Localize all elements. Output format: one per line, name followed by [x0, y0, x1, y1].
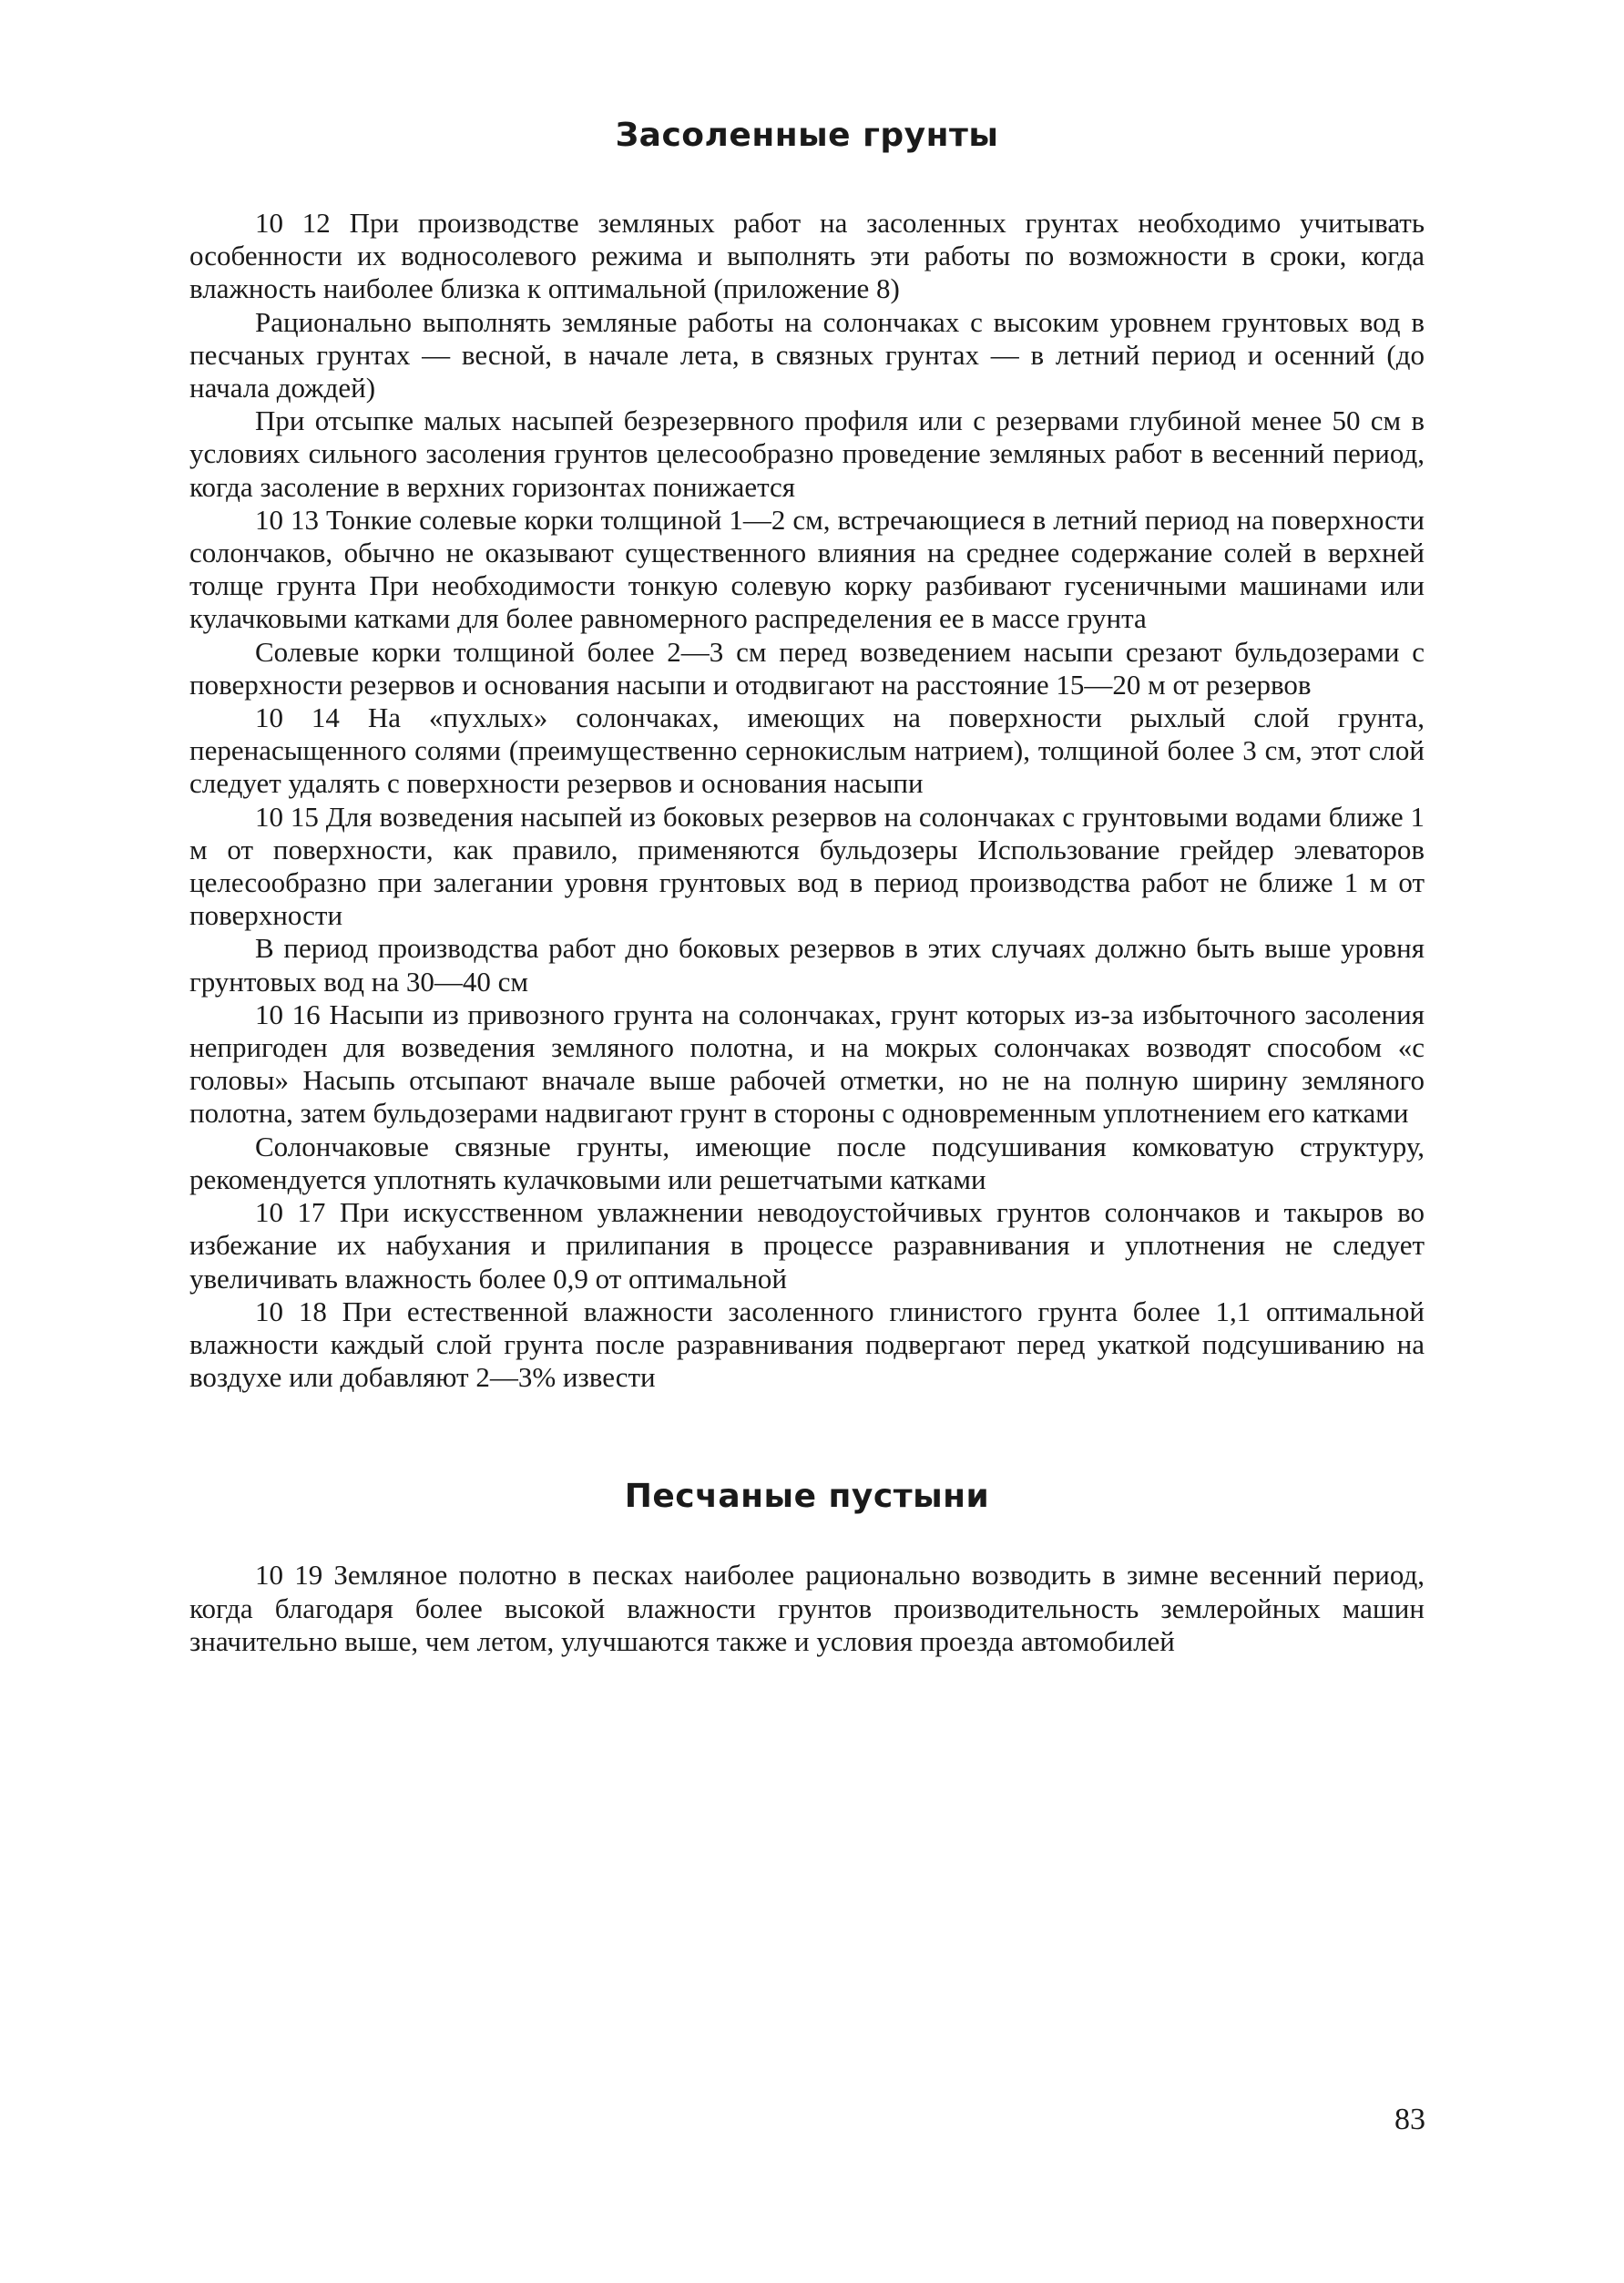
- paragraph-10-12: 10 12 При производстве земляных работ на засоленных грунтах необходимо учитывать особенности их водносолевого режима и выполнять эти работы по возможности в сроки, когда влажность наиболее близка к оптимальной (приложение 8): [189, 207, 1425, 305]
- paragraph-10-15: 10 15 Для возведения насыпей из боковых резервов на солончаках с грунтовыми водами ближе 1 м от поверхности, как правило, применяются бульдозеры Использование грейдер элеваторов целесообразно при залегании уровня грунтовых вод в период производства работ не ближе 1 м от поверхности: [189, 800, 1425, 932]
- paragraph-10-18: 10 18 При естественной влажности засоленного глинистого грунта более 1,1 оптимальной влажности каждый слой грунта после разравнивания подвергают перед укаткой подсушиванию на воздухе или добавляют 2—3% извести: [189, 1295, 1425, 1394]
- section-heading-saline-soils: Засоленные грунты: [615, 117, 999, 154]
- section-heading-sand-deserts: Песчаные пустыни: [624, 1478, 990, 1516]
- page-number: 83: [1394, 2103, 1425, 2136]
- paragraph-10-14: 10 14 На «пухлых» солончаках, имеющих на поверхности рыхлый слой грунта, перенасыщенного солями (преимущественно сернокислым натрием), толщиной более 3 см, этот слой следует удалять с поверхности резервов и основания насыпи: [189, 701, 1425, 800]
- paragraph-10-16: 10 16 Насыпи из привозного грунта на солончаках, грунт которых из-за избыточного засоления непригоден для возведения земляного полотна, и на мокрых солончаках возводят способом «с головы» Насыпь отсыпают вначале выше рабочей отметки, но не на полную ширину земляного полотна, затем бульдозерами надвигают грунт в стороны с одновременным уплотнением его катками: [189, 998, 1425, 1130]
- document-page: [189, 109, 1425, 1658]
- paragraph-10-13: 10 13 Тонкие солевые корки толщиной 1—2 см, встречающиеся в летний период на поверхности солончаков, обычно не оказывают существенного влияния на среднее содержание солей в верхней толще грунта При необходимости тонкую солевую корку разбивают гусеничными машинами или кулачковыми катками для более равномерного распределения ее в массе грунта: [189, 503, 1425, 635]
- paragraph-small-embankments: При отсыпке малых насыпей безрезервного профиля или с резервами глубиной менее 50 см в условиях сильного засоления грунтов целесообразно проведение земляных работ в весенний период, когда засоление в верхних горизонтах понижается: [189, 404, 1425, 503]
- section-body-saline-soils: [189, 207, 1425, 1394]
- paragraph-salt-crusts: Солевые корки толщиной более 2—3 см перед возведением насыпи срезают бульдозерами с поверхности резервов и основания насыпи и отодвигают на расстояние 15—20 м от резервов: [189, 635, 1425, 701]
- paragraph-10-17: 10 17 При искусственном увлажнении неводоустойчивых грунтов солончаков и такыров во избежание их набухания и прилипания в процессе разравнивания и уплотнения не следует увеличивать влажность более 0,9 от оптимальной: [189, 1196, 1425, 1295]
- paragraph-10-19: 10 19 Земляное полотно в песках наиболее рационально возводить в зимне весенний период, когда благодаря более высокой влажности грунтов производительность землеройных машин значительно выше, чем летом, улучшаются также и условия проезда автомобилей: [189, 1559, 1425, 1657]
- paragraph-timing: Рационально выполнять земляные работы на солончаках с высоким уровнем грунтовых вод в песчаных грунтах — весной, в начале лета, в связных грунтах — в летний период и осенний (до начала дождей): [189, 305, 1425, 404]
- paragraph-cohesive-soils: Солончаковые связные грунты, имеющие после подсушивания комковатую структуру, рекомендуется уплотнять кулачковыми или решетчатыми катками: [189, 1130, 1425, 1195]
- paragraph-reserve-bottom: В период производства работ дно боковых резервов в этих случаях должно быть выше уровня грунтовых вод на 30—40 см: [189, 932, 1425, 998]
- section-body-sand-deserts: [189, 1559, 1425, 1658]
